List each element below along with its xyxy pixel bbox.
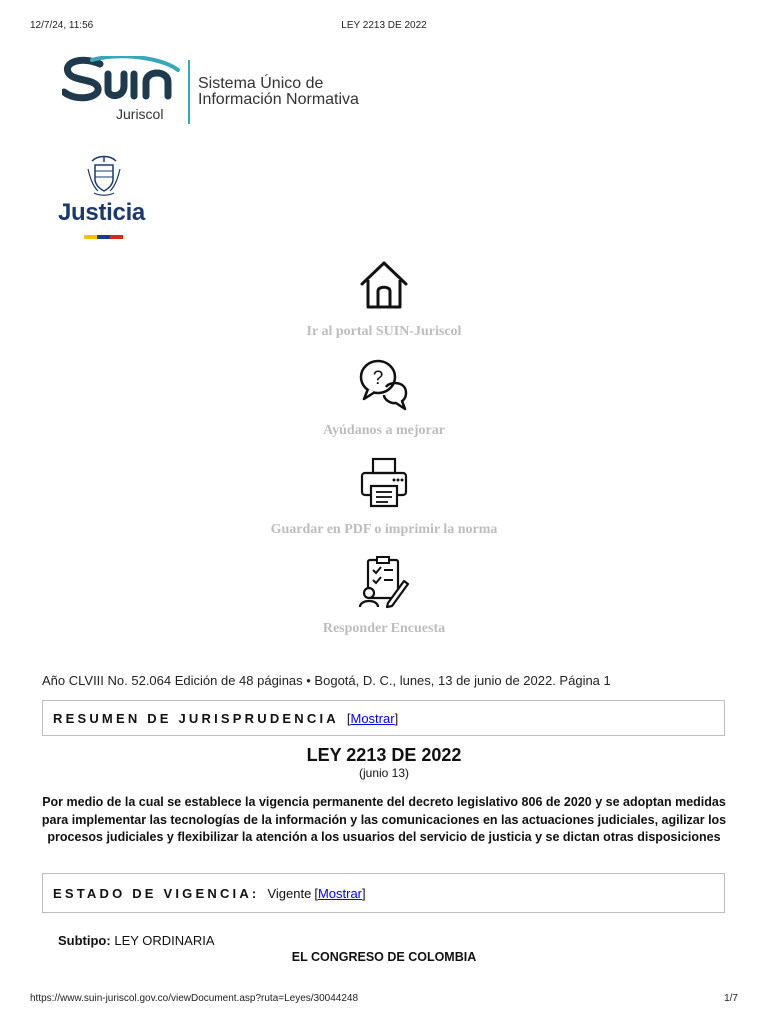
survey-icon: [358, 555, 410, 609]
resumen-jurisprudencia-box: RESUMEN DE JURISPRUDENCIA [Mostrar]: [42, 700, 725, 736]
vigencia-label: ESTADO DE VIGENCIA:: [53, 885, 260, 901]
logo-juriscol-text: Juriscol: [116, 106, 164, 122]
portal-link[interactable]: Ir al portal SUIN-Juriscol: [306, 324, 462, 339]
subtipo-value: LEY ORDINARIA: [114, 933, 215, 948]
resumen-mostrar-link[interactable]: Mostrar: [350, 710, 395, 726]
law-title: LEY 2213 DE 2022: [306, 745, 462, 765]
svg-text:?: ?: [372, 368, 384, 389]
vigencia-mostrar-link[interactable]: Mostrar: [317, 885, 363, 901]
law-date: (junio 13): [358, 766, 410, 780]
vigencia-value: Vigente: [267, 885, 312, 901]
congreso-heading: EL CONGRESO DE COLOMBIA: [291, 950, 477, 964]
help-link[interactable]: Ayúdanos a mejorar: [323, 423, 445, 438]
printer-icon: [358, 456, 410, 510]
suin-logo-mark: [62, 56, 182, 106]
nav-print[interactable]: [0, 456, 768, 538]
print-url: https://www.suin-juriscol.gov.co/viewDocument.asp?ruta=Leyes/30044248: [30, 993, 359, 1004]
subtipo-label: Subtipo:: [58, 933, 111, 948]
print-title: LEY 2213 DE 2022: [341, 20, 427, 31]
justicia-logo: [58, 155, 158, 245]
logo-line-2: Información Normativa: [198, 91, 359, 108]
nav-portal[interactable]: [0, 258, 768, 340]
estado-vigencia-box: ESTADO DE VIGENCIA: Vigente [Mostrar]: [42, 873, 725, 913]
resumen-label: RESUMEN DE JURISPRUDENCIA: [53, 710, 339, 726]
logo-divider: [188, 60, 190, 124]
print-link[interactable]: Guardar en PDF o imprimir la norma: [270, 522, 498, 537]
help-chat-icon: [358, 357, 410, 411]
edition-line: Año CLVIII No. 52.064 Edición de 48 páginas • Bogotá, D. C., lunes, 13 de junio de 2022. Página 1: [42, 673, 611, 688]
subtipo-line: [58, 933, 215, 948]
coat-of-arms-icon: [84, 155, 124, 197]
logo-line-1: Sistema Único de: [198, 75, 324, 92]
colombia-flag-stripe: [84, 235, 123, 239]
nav-help[interactable]: [0, 357, 768, 439]
justicia-label: Justicia: [58, 199, 145, 226]
law-description: Por medio de la cual se establece la vigencia permanente del decreto legislativo 806 de 2020 y se adoptan medidas para implementar las tecnologías de la información y las comunicaciones en las actuaciones judiciales, agilizar los procesos judiciales y flexibilizar la atención a los usuarios del servicio de justicia y se dictan otras disposiciones: [41, 795, 727, 844]
print-page-number: 1/7: [724, 993, 738, 1004]
home-icon: [358, 258, 410, 312]
nav-survey[interactable]: [0, 555, 768, 637]
survey-link[interactable]: Responder Encuesta: [322, 621, 446, 636]
print-datetime: 12/7/24, 11:56: [30, 20, 94, 31]
suin-juriscol-logo[interactable]: [62, 56, 382, 128]
